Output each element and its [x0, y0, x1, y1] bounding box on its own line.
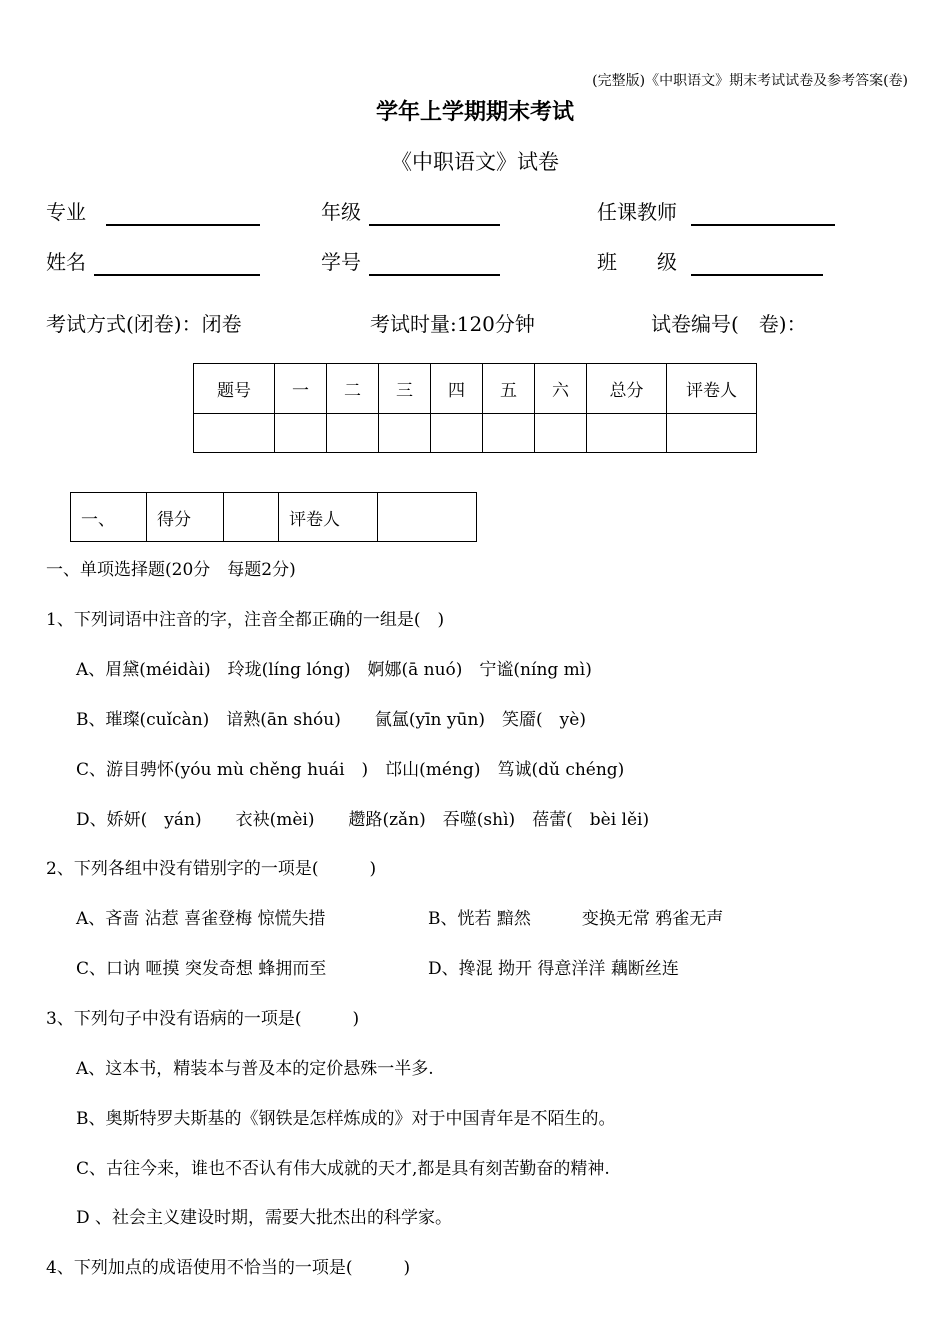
section1-title: 一、单项选择题(20分 每题2分): [46, 560, 296, 580]
q3-option-d: D 、社会主义建设时期，需要大批杰出的科学家。: [76, 1208, 453, 1228]
q3-option-a: A、这本书，精装本与普及本的定价悬殊一半多.: [76, 1059, 434, 1079]
teacher-blank[interactable]: [691, 224, 835, 226]
grade-label: 年级: [321, 200, 361, 224]
name-label: 姓名: [46, 250, 86, 274]
score-table-header-row: [194, 364, 757, 414]
q2-stem: 2、下列各组中没有错别字的一项是( ): [46, 859, 377, 879]
score-value-cell[interactable]: [327, 414, 379, 453]
q2-option-b: B、恍若 黯然 变换无常 鸦雀无声: [428, 909, 724, 929]
section-number: 一、: [71, 493, 147, 542]
name-blank[interactable]: [94, 274, 260, 276]
score-header-cell: 五: [483, 364, 535, 414]
class-label: 班 级: [597, 250, 677, 274]
major-label: 专业: [46, 200, 86, 224]
score-header-cell: 三: [379, 364, 431, 414]
score-value-cell[interactable]: [194, 414, 275, 453]
q2-option-a: A、吝啬 沾惹 喜雀登梅 惊慌失措: [76, 909, 326, 929]
score-value-cell[interactable]: [379, 414, 431, 453]
section-score-label: 得分: [147, 493, 224, 542]
score-value-cell[interactable]: [483, 414, 535, 453]
q2-option-c: C、口讷 咂摸 突发奇想 蜂拥而至: [76, 959, 327, 979]
score-value-cell[interactable]: [587, 414, 667, 453]
score-value-cell[interactable]: [535, 414, 587, 453]
exam-duration: 考试时量:120分钟: [370, 312, 535, 336]
section-grader-value[interactable]: [378, 493, 477, 542]
paper-number: 试卷编号( 卷)：: [651, 312, 807, 336]
exam-title: 学年上学期期末考试: [375, 99, 574, 125]
score-header-cell: 题号: [194, 364, 275, 414]
score-value-cell[interactable]: [667, 414, 757, 453]
score-header-cell: 四: [431, 364, 483, 414]
score-header-cell: 总分: [587, 364, 667, 414]
q1-option-c: C、游目骋怀(yóu mù chěng huái ) 邙山(méng) 笃诚(dǔ chéng): [76, 760, 625, 780]
section-score-value[interactable]: [224, 493, 279, 542]
score-table: [193, 363, 757, 453]
header-note: (完整版)《中职语文》期末考试试卷及参考答案(卷): [592, 73, 908, 89]
score-header-cell: 一: [275, 364, 327, 414]
q2-option-d: D、搀混 拗开 得意洋洋 藕断丝连: [428, 959, 679, 979]
q1-option-b: B、璀璨(cuǐcàn) 谙熟(ān shóu) 氤氲(yīn yūn) 笑靥( yè): [76, 710, 586, 730]
teacher-label: 任课教师: [597, 200, 677, 224]
major-blank[interactable]: [106, 224, 260, 226]
q3-stem: 3、下列句子中没有语病的一项是( ): [46, 1009, 360, 1029]
q1-stem: 1、下列词语中注音的字，注音全都正确的一组是( ): [46, 610, 445, 630]
score-header-cell: 二: [327, 364, 379, 414]
section-grader-table: [70, 492, 477, 542]
q3-option-b: B、奥斯特罗夫斯基的《钢铁是怎样炼成的》对于中国青年是不陌生的。: [76, 1109, 616, 1129]
score-value-cell[interactable]: [275, 414, 327, 453]
student-id-blank[interactable]: [369, 274, 500, 276]
grade-blank[interactable]: [369, 224, 500, 226]
q3-option-c: C、古往今来，谁也不否认有伟大成就的天才,都是具有刻苦勤奋的精神.: [76, 1159, 610, 1179]
q1-option-d: D、娇妍( yán) 衣袂(mèi) 趱路(zǎn) 吞噬(shì) 蓓蕾( bèi lěi): [76, 810, 650, 830]
score-table-value-row: [194, 414, 757, 453]
score-header-cell: 六: [535, 364, 587, 414]
score-value-cell[interactable]: [431, 414, 483, 453]
score-header-cell: 评卷人: [667, 364, 757, 414]
q1-option-a: A、眉黛(méidài) 玲珑(líng lóng) 婀娜(ā nuó) 宁谧(níng mì): [76, 660, 592, 680]
exam-subtitle: 《中职语文》试卷: [391, 150, 559, 174]
section-grader-label: 评卷人: [279, 493, 378, 542]
q4-stem: 4、下列加点的成语使用不恰当的一项是( ): [46, 1258, 411, 1278]
class-blank[interactable]: [691, 274, 823, 276]
student-id-label: 学号: [321, 250, 361, 274]
exam-mode: 考试方式(闭卷)：闭卷: [46, 312, 242, 336]
